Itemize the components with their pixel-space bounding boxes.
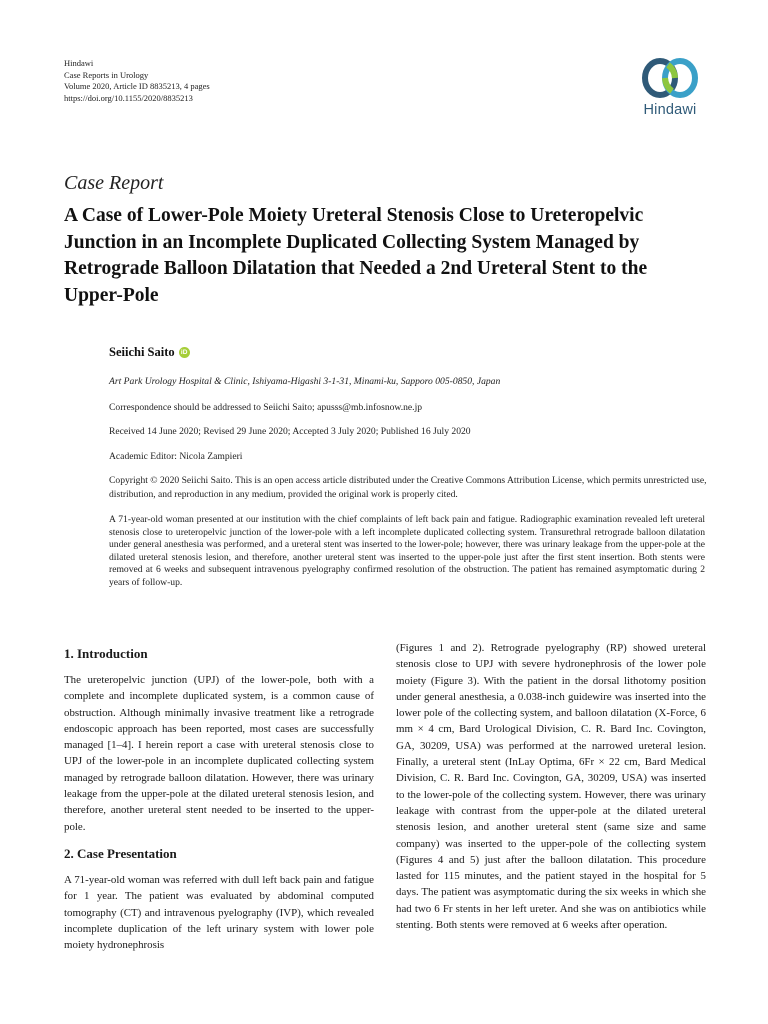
journal-name: Case Reports in Urology bbox=[64, 69, 149, 80]
academic-editor: Academic Editor: Nicola Zampieri bbox=[109, 451, 243, 462]
doi-link[interactable]: https://doi.org/10.1155/2020/8835213 bbox=[64, 92, 193, 103]
article-title: A Case of Lower-Pole Moiety Ureteral Stenosis Close to Ureteropelvic Junction in an Incomplete Duplicated Collecting System Managed by Retrograde Balloon Dilatation that Needed a 2nd Ureteral Stent to the Upper-Pole bbox=[64, 205, 648, 306]
volume-info: Volume 2020, Article ID 8835213, 4 pages bbox=[64, 81, 210, 91]
right-column bbox=[396, 640, 706, 933]
article-type: Case Report bbox=[64, 172, 164, 194]
publication-dates: Received 14 June 2020; Revised 29 June 2020; Accepted 3 July 2020; Published 16 July 2020 bbox=[109, 426, 471, 437]
introduction-text: The ureteropelvic junction (UPJ) of the lower-pole, both with a complete and incomplete duplicated system, is a common cause of obstruction. Although minimally invasive treatment like a retrograde endoscopic approach has been reported, most cases are successfully managed [1–4]. I herein report a case with ureteral stenosis close to UPJ of the lower-pole in an incomplete duplicated collecting system managed by retrograde balloon dilatation. However, there was urinary leakage from the upper-pole at the dilated ureteral stenosis lesion, and therefore, another ureteral stent needed to be inserted to the upper-pole. bbox=[64, 674, 374, 833]
hindawi-rings-logo-icon bbox=[638, 56, 702, 100]
case-presentation-text: A 71-year-old woman was referred with dull left back pain and fatigue for 1 year. The patient was evaluated by abdominal computed tomography (CT) and intravenous pyelography (IVP), which revealed incomplete duplication of the left urinary system with lower pole moiety hydronephrosis bbox=[64, 873, 374, 952]
introduction-heading: 1. Introduction bbox=[64, 646, 148, 661]
case-presentation-continued: (Figures 1 and 2). Retrograde pyelography (RP) showed ureteral stenosis close to UPJ with severe hydronephrosis of the lower pole moiety (Figure 3). With the patient in the dorsal lithotomy position under general anesthesia, a 0.038-inch guidewire was inserted into the lower pole of the collecting system, and balloon dilatation (X-Force, 6 mm × 4 cm, Bard Urological Division, C. R. Bard Inc. Covington, GA, 30209, USA) was performed at the narrowed ureteral lesion. Finally, a ureteral stent (InLay Optima, 6Fr × 22 cm, Bard Medical Division, C. R. Bard Inc. Covington, GA, 30209, USA) was inserted to the lower-pole of the collecting system. However, there was urinary leakage with contrast from the upper-pole at the dilated ureteral stenosis lesion, and another ureteral stent (same size and same company) was inserted to the upper-pole of the collecting system (Figures 4 and 5) just after the balloon dilatation. This procedure lasted for 115 minutes, and the patient stayed in the hospital for 5 days. The patient was asymptomatic during the six weeks in which she had two 6 Fr stents in her left ureter. And she was on antibiotics while stenting. Both stents were removed at 6 weeks after operation. bbox=[396, 642, 706, 932]
journal-meta bbox=[64, 58, 210, 104]
author-name: Seiichi Saito bbox=[109, 345, 175, 359]
publisher-name: Hindawi bbox=[64, 58, 94, 68]
case-presentation-heading: 2. Case Presentation bbox=[64, 845, 177, 861]
copyright-notice: Copyright © 2020 Seiichi Saito. This is an open access article distributed under the Creative Commons Attribution License, which permits unrestricted use, distribution, and reproduction in any medium, provided the original work is properly cited. bbox=[109, 475, 707, 500]
author-line bbox=[109, 345, 190, 360]
affiliation: Art Park Urology Hospital & Clinic, Ishiyama-Higashi 3-1-31, Minami-ku, Sapporo 005-0850, Japan bbox=[109, 376, 501, 387]
hindawi-logo bbox=[620, 56, 720, 118]
left-column bbox=[64, 640, 374, 964]
correspondence: Correspondence should be addressed to Seiichi Saito; apusss@mb.infosnow.ne.jp bbox=[109, 402, 423, 413]
logo-text: Hindawi bbox=[643, 102, 697, 118]
abstract: A 71-year-old woman presented at our institution with the chief complaints of left back pain and fatigue. Radiographic examination revealed left ureteral stenosis close to ureteropelvic junction of the lower-pole with a left incomplete duplicated collecting system. Transurethral retrograde balloon dilatation under general anesthesia was performed, and a ureteral stent was inserted to the lower-pole; however, there was urinary leakage from the upper-pole at the dilated ureteral stenosis lesion, and therefore, another ureteral stent was inserted to the upper-pole just after the first stent insertion. Both stents were removed at 6 weeks and subsequent intravenous pyelography confirmed resolution of the obstruction. The patient has remained asymptomatic during 2 years of follow-up. bbox=[109, 514, 705, 588]
orcid-icon[interactable]: iD bbox=[179, 347, 190, 358]
